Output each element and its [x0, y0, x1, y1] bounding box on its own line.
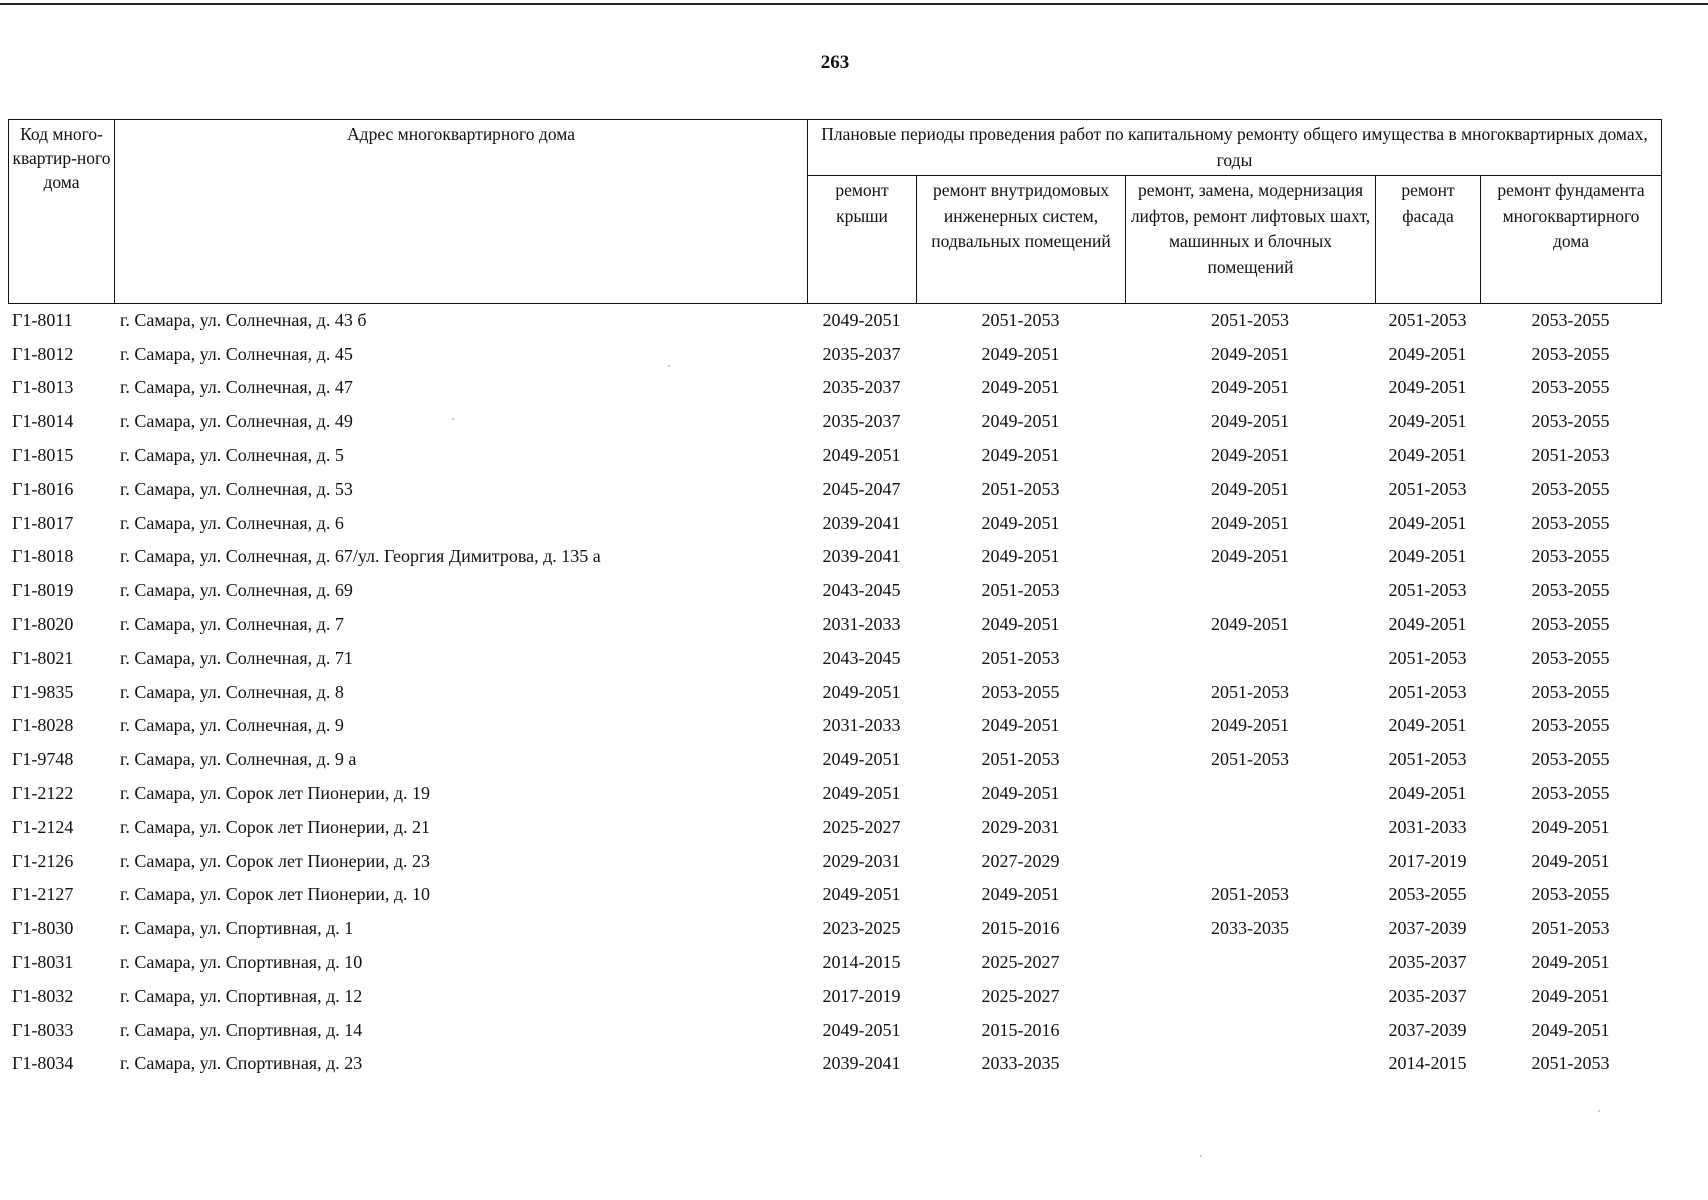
cell-elevators — [1125, 844, 1375, 878]
cell-roof: 2039-2041 — [822, 1053, 901, 1074]
cell-address: г. Самара, ул. Солнечная, д. 9 — [120, 715, 344, 736]
table-row — [8, 573, 1661, 607]
cell-roof: 2049-2051 — [822, 681, 901, 702]
cell-address: г. Самара, ул. Спортивная, д. 10 — [120, 952, 363, 973]
cell-elevators: 2051-2053 — [1211, 309, 1289, 330]
cell-code: Г1-8032 — [12, 985, 74, 1006]
cell-engineering: 2053-2055 — [981, 681, 1060, 702]
cell-facade: 2049-2051 — [1388, 512, 1467, 533]
cell-facade: 2031-2033 — [1388, 816, 1467, 837]
cell-foundation: 2051-2053 — [1531, 918, 1610, 939]
table-row — [8, 1047, 1661, 1081]
cell-elevators: 2051-2053 — [1211, 681, 1289, 702]
cell-engineering: 2051-2053 — [981, 647, 1060, 668]
cell-roof: 2039-2041 — [822, 512, 901, 533]
table-row — [8, 776, 1661, 810]
cell-engineering: 2015-2016 — [981, 918, 1060, 939]
cell-address: г. Самара, ул. Сорок лет Пионерии, д. 10 — [120, 884, 431, 905]
table-row — [8, 371, 1661, 405]
cell-foundation: 2049-2051 — [1531, 952, 1610, 973]
cell-elevators — [1125, 810, 1375, 844]
cell-address: г. Самара, ул. Спортивная, д. 1 — [120, 918, 354, 939]
table-row — [8, 303, 1661, 337]
cell-address: г. Самара, ул. Солнечная, д. 6 — [120, 512, 344, 533]
cell-address: г. Самара, ул. Солнечная, д. 8 — [120, 681, 344, 702]
cell-code: Г1-9835 — [12, 681, 74, 702]
cell-foundation: 2051-2053 — [1531, 1053, 1610, 1074]
cell-code: Г1-8020 — [12, 614, 74, 635]
cell-foundation: 2053-2055 — [1531, 614, 1610, 635]
cell-address: г. Самара, ул. Сорок лет Пионерии, д. 23 — [120, 850, 431, 871]
table-header — [8, 119, 1662, 304]
cell-elevators: 2049-2051 — [1211, 715, 1289, 736]
cell-foundation: 2049-2051 — [1531, 850, 1610, 871]
cell-facade: 2035-2037 — [1388, 985, 1467, 1006]
cell-address: г. Самара, ул. Солнечная, д. 5 — [120, 445, 344, 466]
table-row — [8, 979, 1661, 1013]
cell-code: Г1-2127 — [12, 884, 74, 905]
cell-engineering: 2033-2035 — [981, 1053, 1060, 1074]
cell-facade: 2035-2037 — [1388, 952, 1467, 973]
cell-elevators: 2049-2051 — [1211, 546, 1289, 567]
cell-engineering: 2027-2029 — [981, 850, 1060, 871]
cell-address: г. Самара, ул. Солнечная, д. 43 б — [120, 309, 367, 330]
cell-foundation: 2049-2051 — [1531, 1019, 1610, 1040]
cell-foundation: 2049-2051 — [1531, 816, 1610, 837]
cell-facade: 2049-2051 — [1388, 377, 1467, 398]
cell-elevators: 2051-2053 — [1211, 749, 1289, 770]
cell-address: г. Самара, ул. Солнечная, д. 45 — [120, 343, 353, 364]
cell-elevators — [1125, 573, 1375, 607]
cell-address: г. Самара, ул. Солнечная, д. 47 — [120, 377, 353, 398]
cell-code: Г1-8033 — [12, 1019, 74, 1040]
cell-code: Г1-8017 — [12, 512, 74, 533]
cell-engineering: 2049-2051 — [981, 715, 1060, 736]
table-row — [8, 911, 1661, 945]
cell-facade: 2049-2051 — [1388, 343, 1467, 364]
cell-code: Г1-8034 — [12, 1053, 74, 1074]
cell-elevators — [1125, 1013, 1375, 1047]
cell-facade: 2037-2039 — [1388, 1019, 1467, 1040]
cell-roof: 2025-2027 — [822, 816, 901, 837]
cell-address: г. Самара, ул. Солнечная, д. 9 а — [120, 749, 357, 770]
header-periods-group: Плановые периоды проведения работ по капитальному ремонту общего имущества в многоквартирных домах, годы — [808, 120, 1662, 176]
cell-foundation: 2053-2055 — [1531, 647, 1610, 668]
cell-engineering: 2049-2051 — [981, 343, 1060, 364]
cell-facade: 2051-2053 — [1388, 749, 1467, 770]
cell-roof: 2035-2037 — [822, 377, 901, 398]
cell-elevators — [1125, 776, 1375, 810]
cell-code: Г1-8014 — [12, 411, 74, 432]
cell-roof: 2043-2045 — [822, 580, 901, 601]
cell-roof: 2049-2051 — [822, 749, 901, 770]
cell-engineering: 2051-2053 — [981, 478, 1060, 499]
cell-code: Г1-8015 — [12, 445, 74, 466]
scan-speck — [452, 418, 454, 420]
cell-facade: 2053-2055 — [1388, 884, 1467, 905]
table-row — [8, 945, 1661, 979]
cell-elevators: 2049-2051 — [1211, 411, 1289, 432]
cell-facade: 2051-2053 — [1388, 681, 1467, 702]
cell-roof: 2049-2051 — [822, 884, 901, 905]
page-number: 263 — [820, 52, 850, 73]
header-address: Адрес многоквартирного дома — [115, 120, 808, 304]
cell-foundation: 2053-2055 — [1531, 783, 1610, 804]
cell-roof: 2023-2025 — [822, 918, 901, 939]
cell-foundation: 2053-2055 — [1531, 512, 1610, 533]
cell-roof: 2031-2033 — [822, 715, 901, 736]
cell-address: г. Самара, ул. Солнечная, д. 53 — [120, 478, 353, 499]
table-row — [8, 607, 1661, 641]
cell-facade: 2017-2019 — [1388, 850, 1467, 871]
table-row — [8, 337, 1661, 371]
cell-code: Г1-8018 — [12, 546, 74, 567]
cell-elevators: 2049-2051 — [1211, 343, 1289, 364]
cell-engineering: 2049-2051 — [981, 445, 1060, 466]
cell-roof: 2029-2031 — [822, 850, 901, 871]
top-border-line — [0, 3, 1708, 5]
cell-address: г. Самара, ул. Солнечная, д. 49 — [120, 411, 353, 432]
cell-foundation: 2053-2055 — [1531, 478, 1610, 499]
header-foundation: ремонт фундамента многоквартирного дома — [1481, 176, 1662, 304]
cell-engineering: 2029-2031 — [981, 816, 1060, 837]
table-row — [8, 438, 1661, 472]
cell-roof: 2043-2045 — [822, 647, 901, 668]
cell-engineering: 2049-2051 — [981, 614, 1060, 635]
cell-roof: 2049-2051 — [822, 1019, 901, 1040]
cell-engineering: 2051-2053 — [981, 309, 1060, 330]
cell-engineering: 2015-2016 — [981, 1019, 1060, 1040]
cell-elevators: 2049-2051 — [1211, 445, 1289, 466]
cell-foundation: 2053-2055 — [1531, 411, 1610, 432]
table-row — [8, 675, 1661, 709]
cell-elevators: 2049-2051 — [1211, 478, 1289, 499]
cell-roof: 2035-2037 — [822, 343, 901, 364]
cell-code: Г1-8028 — [12, 715, 74, 736]
cell-code: Г1-8012 — [12, 343, 74, 364]
table-body — [8, 303, 1661, 1080]
cell-code: Г1-8030 — [12, 918, 74, 939]
scan-speck — [668, 365, 670, 367]
cell-foundation: 2053-2055 — [1531, 546, 1610, 567]
cell-code: Г1-9748 — [12, 749, 74, 770]
table-row — [8, 1013, 1661, 1047]
table-row — [8, 878, 1661, 912]
cell-facade: 2049-2051 — [1388, 445, 1467, 466]
cell-engineering: 2025-2027 — [981, 985, 1060, 1006]
cell-elevators — [1125, 979, 1375, 1013]
cell-code: Г1-8019 — [12, 580, 74, 601]
header-engineering: ремонт внутридомовых инженерных систем, подвальных помещений — [917, 176, 1126, 304]
cell-foundation: 2053-2055 — [1531, 343, 1610, 364]
cell-address: г. Самара, ул. Спортивная, д. 12 — [120, 985, 363, 1006]
table-row — [8, 844, 1661, 878]
header-roof: ремонт крыши — [808, 176, 917, 304]
cell-engineering: 2051-2053 — [981, 580, 1060, 601]
cell-roof: 2031-2033 — [822, 614, 901, 635]
cell-facade: 2051-2053 — [1388, 647, 1467, 668]
table-row — [8, 810, 1661, 844]
cell-foundation: 2051-2053 — [1531, 445, 1610, 466]
cell-foundation: 2053-2055 — [1531, 681, 1610, 702]
cell-engineering: 2049-2051 — [981, 783, 1060, 804]
cell-foundation: 2053-2055 — [1531, 884, 1610, 905]
cell-address: г. Самара, ул. Солнечная, д. 67/ул. Георгия Димитрова, д. 135 а — [120, 546, 601, 567]
cell-foundation: 2053-2055 — [1531, 580, 1610, 601]
cell-address: г. Самара, ул. Солнечная, д. 71 — [120, 647, 353, 668]
cell-roof: 2014-2015 — [822, 952, 901, 973]
cell-elevators: 2049-2051 — [1211, 614, 1289, 635]
cell-engineering: 2049-2051 — [981, 377, 1060, 398]
cell-facade: 2037-2039 — [1388, 918, 1467, 939]
cell-facade: 2014-2015 — [1388, 1053, 1467, 1074]
scan-speck — [1598, 1110, 1600, 1112]
cell-address: г. Самара, ул. Спортивная, д. 23 — [120, 1053, 363, 1074]
header-elevators: ремонт, замена, модернизация лифтов, ремонт лифтовых шахт, машинных и блочных помещений — [1126, 176, 1376, 304]
cell-code: Г1-2122 — [12, 783, 74, 804]
cell-foundation: 2053-2055 — [1531, 377, 1610, 398]
cell-code: Г1-2124 — [12, 816, 74, 837]
cell-engineering: 2049-2051 — [981, 411, 1060, 432]
cell-facade: 2049-2051 — [1388, 411, 1467, 432]
cell-engineering: 2051-2053 — [981, 749, 1060, 770]
cell-roof: 2049-2051 — [822, 783, 901, 804]
table-row — [8, 472, 1661, 506]
cell-address: г. Самара, ул. Сорок лет Пионерии, д. 19 — [120, 783, 431, 804]
cell-code: Г1-8016 — [12, 478, 74, 499]
table-row — [8, 540, 1661, 574]
cell-elevators — [1125, 641, 1375, 675]
cell-code: Г1-2126 — [12, 850, 74, 871]
cell-engineering: 2025-2027 — [981, 952, 1060, 973]
cell-code: Г1-8021 — [12, 647, 74, 668]
cell-roof: 2049-2051 — [822, 309, 901, 330]
cell-roof: 2017-2019 — [822, 985, 901, 1006]
cell-elevators: 2049-2051 — [1211, 377, 1289, 398]
cell-facade: 2049-2051 — [1388, 614, 1467, 635]
cell-foundation: 2053-2055 — [1531, 715, 1610, 736]
cell-roof: 2045-2047 — [822, 478, 901, 499]
cell-roof: 2049-2051 — [822, 445, 901, 466]
cell-facade: 2049-2051 — [1388, 715, 1467, 736]
table-row — [8, 709, 1661, 743]
cell-engineering: 2049-2051 — [981, 884, 1060, 905]
cell-facade: 2051-2053 — [1388, 309, 1467, 330]
cell-foundation: 2049-2051 — [1531, 985, 1610, 1006]
cell-code: Г1-8011 — [12, 309, 73, 330]
cell-code: Г1-8031 — [12, 952, 74, 973]
cell-code: Г1-8013 — [12, 377, 74, 398]
cell-engineering: 2049-2051 — [981, 546, 1060, 567]
cell-facade: 2049-2051 — [1388, 783, 1467, 804]
cell-facade: 2049-2051 — [1388, 546, 1467, 567]
header-code: Код много-квартир-ного дома — [9, 120, 115, 304]
cell-elevators: 2051-2053 — [1211, 884, 1289, 905]
cell-roof: 2035-2037 — [822, 411, 901, 432]
table-row — [8, 641, 1661, 675]
cell-roof: 2039-2041 — [822, 546, 901, 567]
cell-address: г. Самара, ул. Сорок лет Пионерии, д. 21 — [120, 816, 431, 837]
cell-elevators: 2033-2035 — [1211, 918, 1289, 939]
scan-speck — [1200, 1155, 1202, 1157]
cell-foundation: 2053-2055 — [1531, 749, 1610, 770]
cell-address: г. Самара, ул. Солнечная, д. 7 — [120, 614, 344, 635]
cell-address: г. Самара, ул. Солнечная, д. 69 — [120, 580, 353, 601]
cell-elevators — [1125, 945, 1375, 979]
table-row — [8, 742, 1661, 776]
table-row — [8, 506, 1661, 540]
cell-elevators: 2049-2051 — [1211, 512, 1289, 533]
header-facade: ремонт фасада — [1376, 176, 1481, 304]
cell-facade: 2051-2053 — [1388, 478, 1467, 499]
cell-engineering: 2049-2051 — [981, 512, 1060, 533]
cell-foundation: 2053-2055 — [1531, 309, 1610, 330]
cell-address: г. Самара, ул. Спортивная, д. 14 — [120, 1019, 363, 1040]
cell-elevators — [1125, 1047, 1375, 1081]
cell-facade: 2051-2053 — [1388, 580, 1467, 601]
table-row — [8, 404, 1661, 438]
